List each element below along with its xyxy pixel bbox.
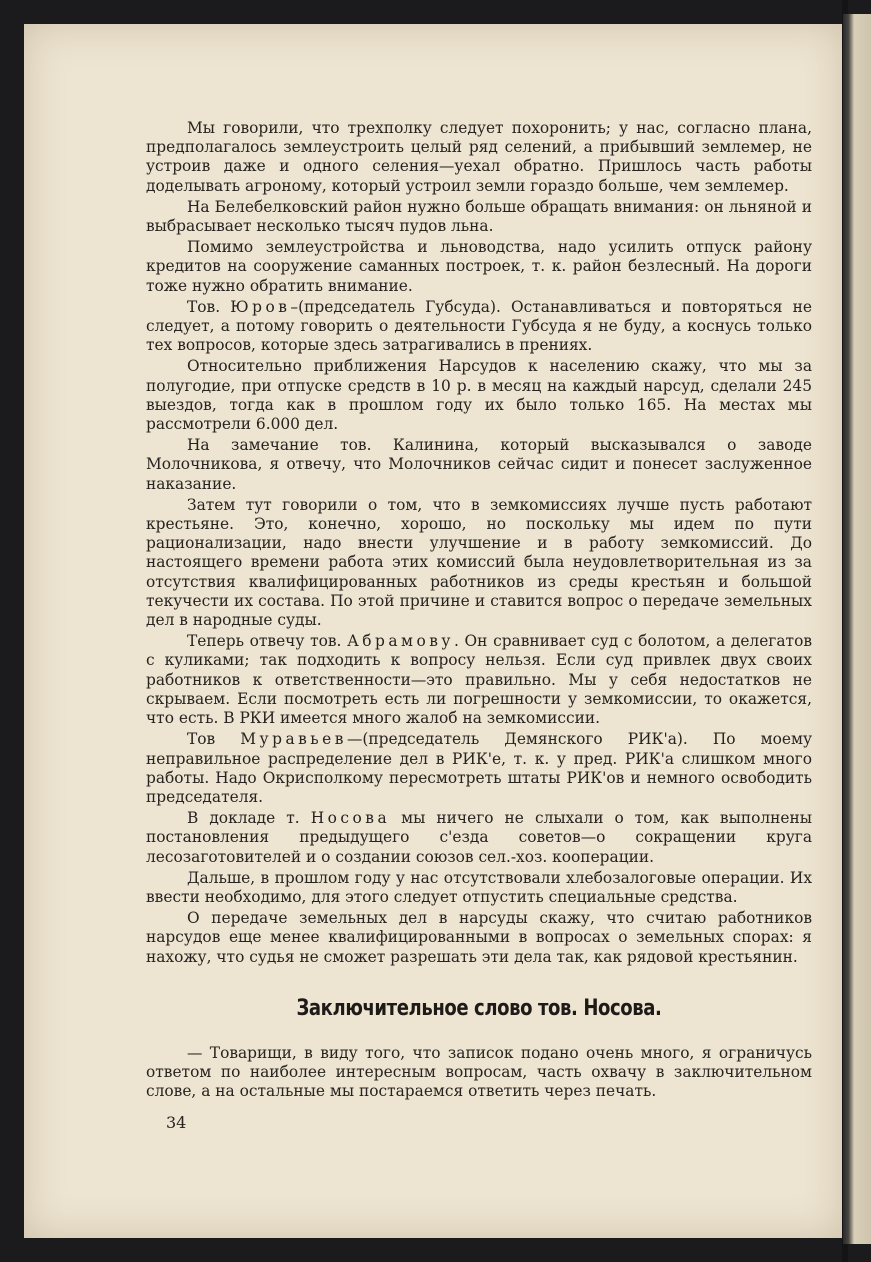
closing-paragraph: — Товарищи, в виду того, что записок подано очень много, я ограничусь ответом по наиболее интересным вопросам, часть охвачу в заключительном слове, а на остальные мы постараемся ответить через печать.	[146, 1044, 812, 1101]
yurov-text-end: только тех вопросов, которые здесь затрагивались в прениях.	[146, 317, 812, 355]
paragraph-narsudy: О передаче земельных дел в нарсуды скажу, что считаю работников нарсудов еще менее квалифицированными в вопросах о земельных спорах: я нахожу, что судья не сможет разрешать эти дела так, как рядовой крестьянин.	[146, 909, 812, 966]
body-text	[146, 119, 812, 969]
paragraph-narsud: Относительно приближения Нарсудов к населению скажу, что мы за полугодие, при отпуске средств в 10 р. в месяц на каждый нарсуд, сделали 245 выездов, тогда как в прошлом году их было только 165. На местах мы рассмотрели 6.000 дел.	[146, 357, 812, 434]
paragraph-2: На Белебелковский район нужно больше обращать внимания: он льняной и выбрасывает несколько тысяч пудов льна.	[146, 197, 812, 236]
paragraph-yurov	[146, 298, 812, 356]
closing-text	[146, 1044, 812, 1102]
next-page-edge	[843, 14, 871, 1244]
paragraph-3: Помимо землеустройства и льноводства, надо усилить отпуск району кредитов на сооружение саманных построек, т. к. район безлесный. На дороги тоже нужно обратить внимание.	[146, 238, 812, 295]
paragraph-abramov	[146, 632, 812, 728]
paragraph-kalinin: На замечание тов. Калинина, который высказывался о заводе Молочникова, я отвечу, что Молочников сейчас сидит и понесет заслуженное наказание.	[146, 436, 812, 493]
paragraph-1: Мы говорили, что трехполку следует похоронить; у нас, согласно плана, предполагалось землеустроить целый ряд селений, а прибывший землемер, не устроив даже и одного селения—уехал обратно. Пришлось часть работы доделывать агроному, который устроил земли гораздо больше, чем землемер.	[146, 119, 812, 195]
muravyev-text: —(председатель Демянского РИК'а). По моему неправильное распределение дел в РИК'е, т. к. у пред. РИК'а слишком много работы. Надо Окрисполкому пересмотреть штаты РИК'ов и немного освободить председателя.	[146, 730, 813, 806]
section-heading: Заключительное слово тов. Носова.	[296, 996, 662, 1021]
nosov-prefix: В докладе т.	[187, 809, 311, 828]
speaker-name-nosov: Носова	[310, 809, 391, 828]
speaker-name-abramov: Абрамову	[347, 632, 454, 651]
yurov-text: –(председатель Губсуда). Останавливаться и повторяться не следует, а потому говорить о деятельности Губсуда я не буду, а коснусь	[146, 297, 812, 336]
paragraph-muravyev	[146, 730, 812, 807]
abramov-prefix: Теперь отвечу тов.	[187, 632, 348, 651]
nosov-text: мы ничего не слыхали о том, как выполнены постановления предыдущего с'езда советов—о сокращении круга лесозаготовителей и о создании союзов сел.-хоз. кооперации.	[146, 809, 812, 866]
paragraph-zemkomissii: Затем тут говорили о том, что в земкомиссиях лучше пусть работают крестьяне. Это, конечно, хорошо, но поскольку мы идем по пути рационализации, надо внести улучшение и в работу земкомиссий. До настоящего времени работа этих комиссий была неудовлетворительная из за отсутствия квалифицированных работников из среды крестьян и большой текучести их состава. По этой причине и ставится вопрос о передаче земельных дел в народные суды.	[146, 495, 812, 630]
speaker-name-yurov: Юров	[230, 297, 291, 316]
abramov-text: . Он сравнивает суд с болотом, а делегатов с куликами; так подходить к вопросу нельзя. Если суд привлек двух своих работников к ответственности—это правильно. Мы у себя недостатков не скрываем. Если посмотреть есть ли погрешности у земкомиссии, то окажется, что есть. В РКИ имеется много жалоб на земкомиссии.	[146, 632, 812, 728]
page-number: 34	[166, 1113, 187, 1132]
speaker-name-muravyev: Муравьев	[240, 730, 347, 749]
muravyev-prefix: Тов	[187, 730, 241, 749]
paragraph-hlebozalog: Дальше, в прошлом году у нас отсутствовали хлебозалоговые операции. Их ввести необходимо, для этого следует отпустить специальные средства.	[146, 868, 812, 906]
yurov-prefix: Тов.	[187, 297, 231, 316]
paragraph-nosov-report	[146, 809, 812, 867]
